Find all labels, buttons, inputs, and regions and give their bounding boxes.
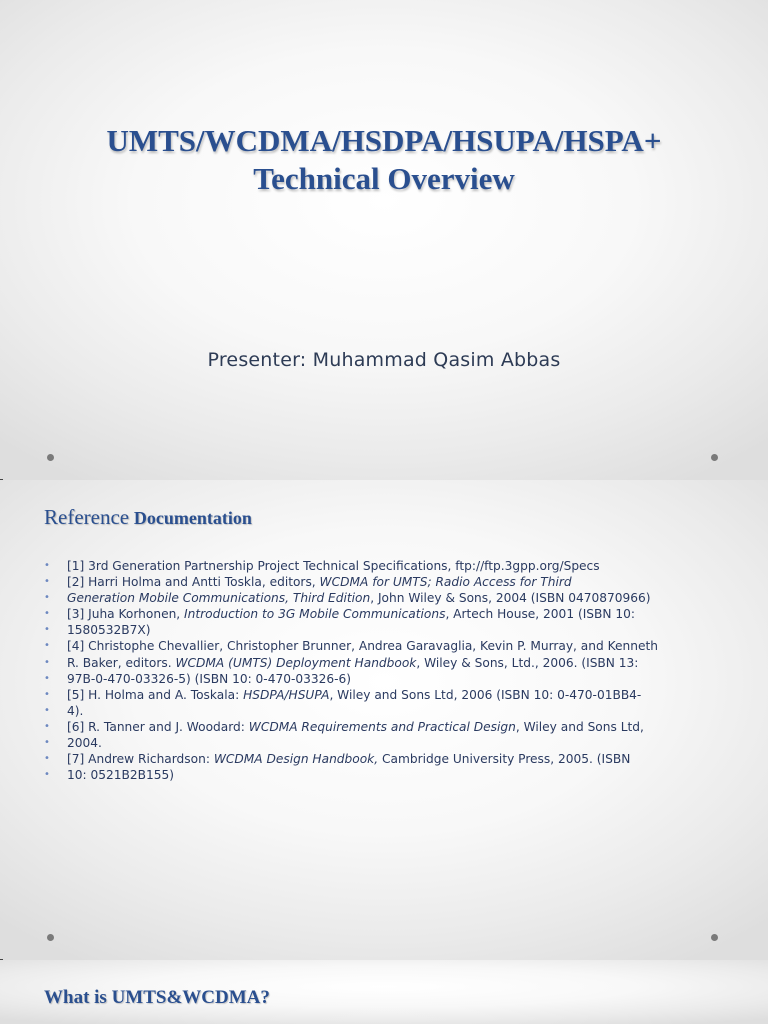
title-line-2: Technical Overview bbox=[253, 161, 515, 196]
list-bullet-icon: • bbox=[44, 640, 50, 652]
reference-item bbox=[44, 735, 658, 751]
list-bullet-icon: • bbox=[44, 672, 50, 684]
slide-what-is-umts bbox=[0, 960, 768, 1024]
reference-text: , Wiley and Sons Ltd, bbox=[515, 719, 644, 734]
reference-text: , Wiley and Sons Ltd, 2006 (ISBN 10: 0-470-01BB4- bbox=[329, 687, 642, 702]
slide-corner-dot-icon bbox=[47, 934, 54, 941]
reference-title-text: WCDMA Design Handbook, bbox=[213, 752, 379, 767]
reference-title-text: HSDPA/HSUPA bbox=[243, 687, 330, 702]
reference-text: , John Wiley & Sons, 2004 (ISBN 0470870966) bbox=[370, 591, 651, 606]
reference-item bbox=[44, 622, 658, 638]
reference-text: 1580532B7X) bbox=[67, 623, 151, 638]
reference-text: [3] Juha Korhonen, bbox=[67, 607, 185, 622]
reference-list bbox=[44, 558, 658, 783]
reference-item bbox=[44, 719, 658, 735]
slide-title bbox=[0, 0, 768, 480]
reference-text: [7] Andrew Richardson: bbox=[67, 752, 214, 767]
reference-title-text: WCDMA for UMTS; Radio Access for Third bbox=[319, 575, 572, 590]
list-bullet-icon: • bbox=[44, 608, 50, 620]
reference-item bbox=[44, 655, 658, 671]
references-heading bbox=[44, 505, 252, 530]
reference-text: 10: 0521B2B155) bbox=[67, 768, 174, 783]
reference-item bbox=[44, 751, 658, 767]
reference-item bbox=[44, 638, 658, 654]
reference-text: [2] Harri Holma and Antti Toskla, editors, bbox=[67, 575, 320, 590]
slide-corner-dot-icon bbox=[711, 934, 718, 941]
list-bullet-icon: • bbox=[44, 688, 50, 700]
reference-text: , Artech House, 2001 (ISBN 10: bbox=[445, 607, 635, 622]
reference-item bbox=[44, 606, 658, 622]
reference-title-text: WCDMA (UMTS) Deployment Handbook bbox=[175, 655, 417, 670]
list-bullet-icon: • bbox=[44, 704, 50, 716]
reference-title-text: Introduction to 3G Mobile Communications bbox=[184, 607, 446, 622]
reference-text: R. Baker, editors. bbox=[67, 655, 176, 670]
reference-item bbox=[44, 558, 658, 574]
reference-text: 4). bbox=[67, 703, 84, 718]
reference-title-text: Generation Mobile Communications, Third Edition bbox=[67, 591, 371, 606]
list-bullet-icon: • bbox=[44, 769, 50, 781]
reference-text: [5] H. Holma and A. Toskala: bbox=[67, 687, 244, 702]
reference-item bbox=[44, 703, 658, 719]
slide-corner-dot-icon bbox=[47, 454, 54, 461]
reference-text: 97B-0-470-03326-5) (ISBN 10: 0-470-03326-6) bbox=[67, 671, 352, 686]
references-heading-word2: Documentation bbox=[133, 508, 252, 528]
list-bullet-icon: • bbox=[44, 576, 50, 588]
reference-item bbox=[44, 687, 658, 703]
list-bullet-icon: • bbox=[44, 560, 50, 571]
reference-text: Cambridge University Press, 2005. (ISBN bbox=[378, 752, 631, 767]
presenter-text: Presenter: Muhammad Qasim Abbas bbox=[207, 349, 561, 371]
list-bullet-icon: • bbox=[44, 753, 50, 765]
list-bullet-icon: • bbox=[44, 720, 50, 732]
references-heading-word1: Reference bbox=[44, 505, 130, 529]
slide-references bbox=[0, 480, 768, 960]
list-bullet-icon: • bbox=[44, 656, 50, 668]
reference-text: [1] 3rd Generation Partnership Project Technical Specifications, ftp://ftp.3gpp.org/Specs bbox=[67, 559, 600, 573]
reference-item bbox=[44, 590, 658, 606]
reference-item bbox=[44, 574, 658, 590]
reference-item bbox=[44, 767, 658, 783]
reference-text: [4] Christophe Chevallier, Christopher Brunner, Andrea Garavaglia, Kevin P. Murray, and Kenneth bbox=[67, 639, 658, 654]
title-line-1: UMTS/WCDMA/HSDPA/HSUPA/HSPA+ bbox=[106, 123, 662, 158]
list-bullet-icon: • bbox=[44, 737, 50, 749]
reference-text: , Wiley & Sons, Ltd., 2006. (ISBN 13: bbox=[416, 655, 639, 670]
reference-title-text: WCDMA Requirements and Practical Design bbox=[248, 719, 516, 734]
reference-text: 2004. bbox=[67, 736, 102, 751]
slide-title-heading bbox=[0, 122, 768, 198]
what-is-umts-heading: What is UMTS&WCDMA? bbox=[44, 987, 270, 1008]
reference-item bbox=[44, 671, 658, 687]
reference-text: [6] R. Tanner and J. Woodard: bbox=[67, 719, 249, 734]
list-bullet-icon: • bbox=[44, 592, 50, 604]
slide-corner-dot-icon bbox=[711, 454, 718, 461]
list-bullet-icon: • bbox=[44, 624, 50, 636]
